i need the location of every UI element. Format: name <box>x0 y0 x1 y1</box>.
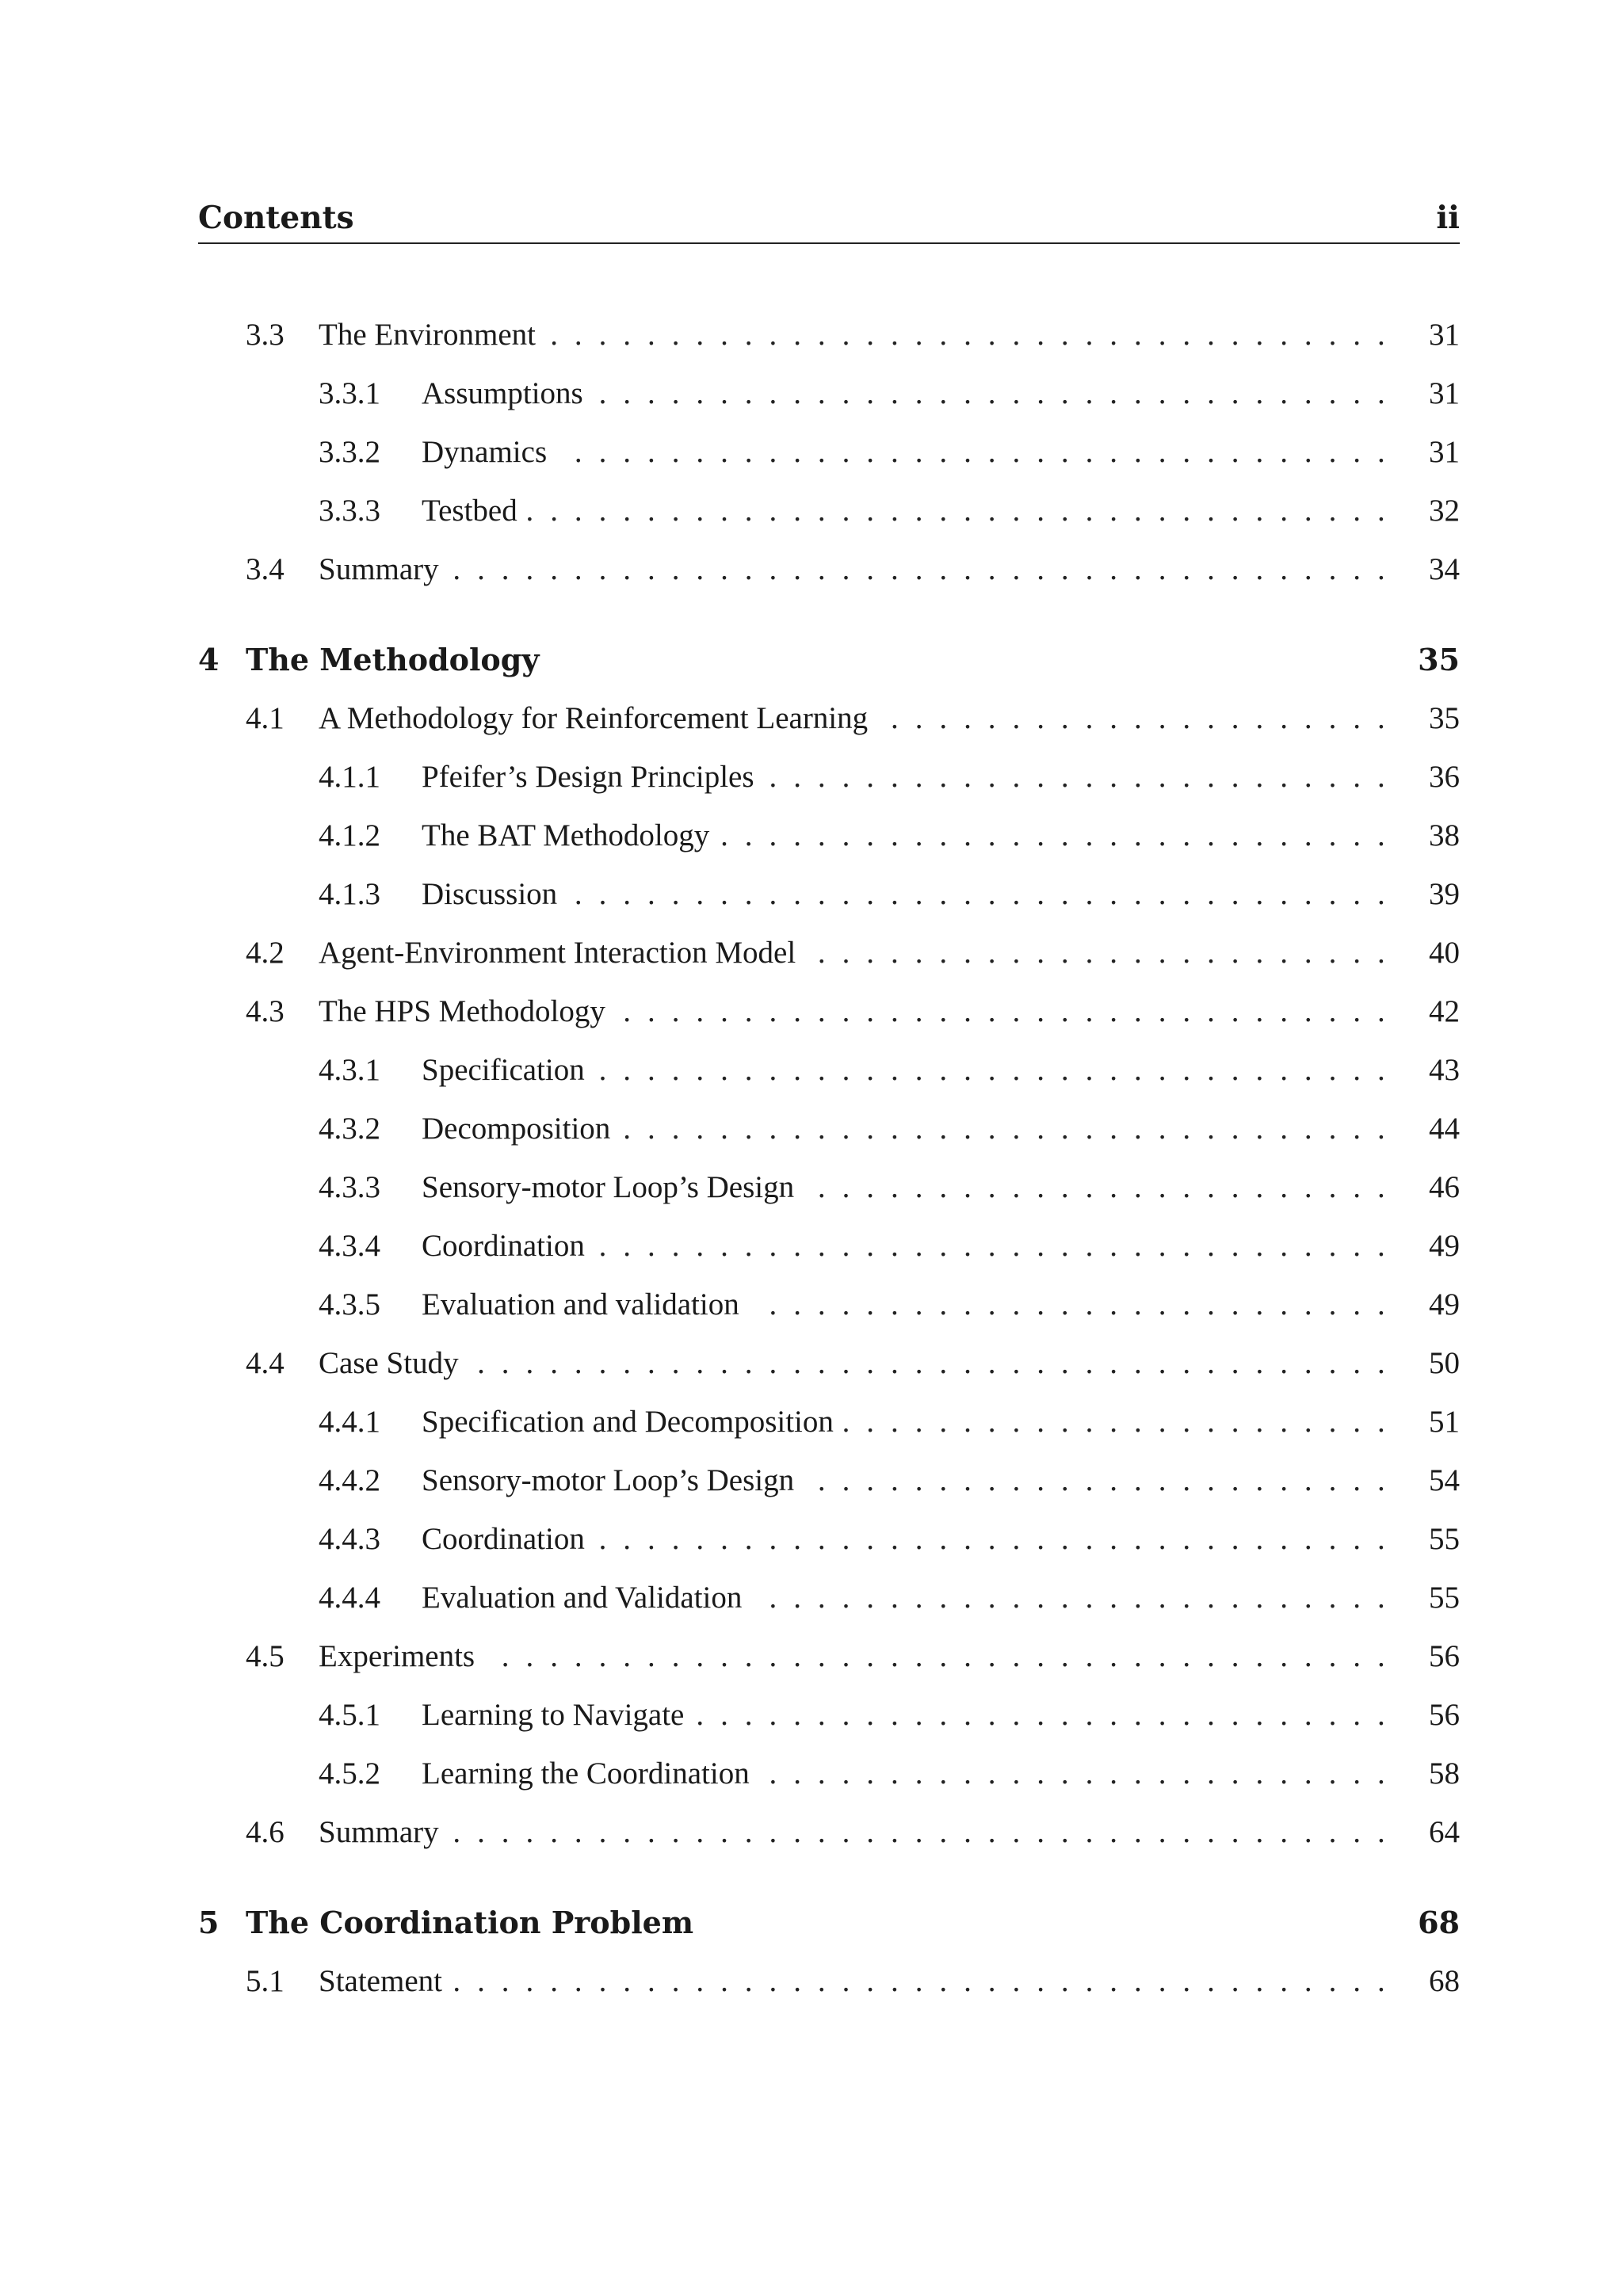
toc-entry-title: Sensory-motor Loop’s Design <box>422 1463 795 1497</box>
toc-subsection-entry[interactable]: 3.3.2 Dynamics . . . . . . . . . . . . . . . . . . . . . . . . . . . . . . . . . . 31 <box>0 433 1623 472</box>
toc-entry-page-number: 49 <box>1429 1287 1460 1322</box>
toc-entry-title: Agent-Environment Interaction Model <box>319 936 796 970</box>
toc-entry-number: 4.3.2 <box>319 1112 380 1146</box>
toc-entry-number: 4.4 <box>246 1346 285 1380</box>
toc-entry-number: 4.3.5 <box>319 1287 380 1322</box>
toc-section-entry[interactable]: 3.3 The Environment . . . . . . . . . . . . . . . . . . . . . . . . . . . . . . . . . . . 31 <box>0 315 1623 355</box>
toc-entry-title: The Environment <box>319 318 537 352</box>
toc-section-entry[interactable]: 4.4 Case Study . . . . . . . . . . . . . . . . . . . . . . . . . . . . . . . . . . . . . . 50 <box>0 1344 1623 1383</box>
toc-entry-title: Coordination <box>422 1522 585 1556</box>
toc-subsection-entry[interactable]: 4.3.5 Evaluation and validation . . . . . . . . . . . . . . . . . . . . . . . . . . 49 <box>0 1285 1623 1325</box>
toc-entry-page-number: 31 <box>1429 435 1460 469</box>
toc-entry-number: 4.5.1 <box>319 1698 380 1732</box>
running-header-page-number: ii <box>1436 200 1460 236</box>
toc-entry-title: Decomposition <box>422 1112 611 1146</box>
toc-subsection-entry[interactable]: 4.3.3 Sensory-motor Loop’s Design . . . . . . . . . . . . . . . . . . . . . . . . 46 <box>0 1168 1623 1207</box>
toc-entry-page-number: 64 <box>1429 1815 1460 1849</box>
toc-entry-title: Dynamics <box>422 435 548 469</box>
toc-chapter-entry[interactable] <box>0 640 1623 680</box>
toc-subsection-entry[interactable]: 4.1.3 Discussion . . . . . . . . . . . . . . . . . . . . . . . . . . . . . . . . . . 39 <box>0 875 1623 914</box>
toc-entry-number: 4.5.2 <box>319 1756 380 1791</box>
toc-entry-number: 5 <box>198 1905 220 1940</box>
toc-entry-title: Learning the Coordination <box>422 1756 750 1791</box>
toc-section-entry[interactable]: 4.3 The HPS Methodology . . . . . . . . . . . . . . . . . . . . . . . . . . . . . . . . 42 <box>0 992 1623 1032</box>
toc-subsection-entry[interactable]: 3.3.3 Testbed . . . . . . . . . . . . . . . . . . . . . . . . . . . . . . . . . . . . 32 <box>0 491 1623 531</box>
toc-subsection-entry[interactable]: 4.4.2 Sensory-motor Loop’s Design . . . . . . . . . . . . . . . . . . . . . . . . 54 <box>0 1461 1623 1501</box>
toc-entry-page-number: 49 <box>1429 1229 1460 1263</box>
running-header-title: Contents <box>198 200 354 236</box>
toc-entry-page-number: 56 <box>1429 1639 1460 1673</box>
toc-entry-page-number: 31 <box>1429 318 1460 352</box>
toc-subsection-entry[interactable]: 4.3.4 Coordination . . . . . . . . . . . . . . . . . . . . . . . . . . . . . . . . . 49 <box>0 1226 1623 1266</box>
toc-entry-title: Specification and Decomposition <box>422 1405 834 1439</box>
toc-entry-title: The HPS Methodology <box>319 994 605 1028</box>
toc-entry-page-number: 35 <box>1418 642 1460 677</box>
toc-entry-title: Pfeifer’s Design Principles <box>422 760 754 794</box>
toc-subsection-entry[interactable]: 4.4.1 Specification and Decomposition . . . . . . . . . . . . . . . . . . . . . . . 51 <box>0 1402 1623 1442</box>
toc-section-entry[interactable]: 4.5 Experiments . . . . . . . . . . . . . . . . . . . . . . . . . . . . . . . . . . . . . 56 <box>0 1637 1623 1676</box>
toc-chapter-entry[interactable] <box>0 1903 1623 1943</box>
toc-entry-page-number: 46 <box>1429 1170 1460 1204</box>
toc-entry-page-number: 40 <box>1429 936 1460 970</box>
toc-section-entry[interactable]: 5.1 Statement . . . . . . . . . . . . . . . . . . . . . . . . . . . . . . . . . . . . . . . 68 <box>0 1962 1623 2001</box>
toc-entry-number: 5.1 <box>246 1964 285 1998</box>
toc-entry-title: Discussion <box>422 877 558 911</box>
toc-entry-number: 3.3 <box>246 318 285 352</box>
toc-section-entry[interactable]: 4.6 Summary . . . . . . . . . . . . . . . . . . . . . . . . . . . . . . . . . . . . . . . 64 <box>0 1813 1623 1852</box>
toc-entry-page-number: 50 <box>1429 1346 1460 1380</box>
toc-entry-title: Summary <box>319 552 439 586</box>
toc-entry-page-number: 38 <box>1429 818 1460 852</box>
toc-entry-number: 4.3.1 <box>319 1053 380 1087</box>
toc-entry-title: The Coordination Problem <box>246 1905 694 1940</box>
toc-entry-number: 4.1 <box>246 701 285 735</box>
toc-subsection-entry[interactable]: 4.3.2 Decomposition . . . . . . . . . . . . . . . . . . . . . . . . . . . . . . . . 44 <box>0 1109 1623 1149</box>
toc-entry-title: Summary <box>319 1815 439 1849</box>
toc-entry-number: 4.3.4 <box>319 1229 380 1263</box>
toc-entry-title: Learning to Navigate <box>422 1698 685 1732</box>
toc-entry-page-number: 68 <box>1429 1964 1460 1998</box>
toc-section-entry[interactable]: 4.2 Agent-Environment Interaction Model . . . . . . . . . . . . . . . . . . . . . . . . 40 <box>0 933 1623 973</box>
toc-entry-page-number: 55 <box>1429 1522 1460 1556</box>
toc-entry-number: 4.4.1 <box>319 1405 380 1439</box>
toc-entry-page-number: 56 <box>1429 1698 1460 1732</box>
toc-section-entry[interactable]: 3.4 Summary . . . . . . . . . . . . . . . . . . . . . . . . . . . . . . . . . . . . . . . 34 <box>0 550 1623 589</box>
toc-entry-page-number: 42 <box>1429 994 1460 1028</box>
toc-entry-page-number: 68 <box>1418 1905 1460 1940</box>
toc-entry-page-number: 43 <box>1429 1053 1460 1087</box>
toc-entry-title: Specification <box>422 1053 585 1087</box>
toc-entry-number: 4.4.4 <box>319 1581 380 1615</box>
toc-entry-title: Testbed <box>422 494 517 528</box>
toc-subsection-entry[interactable]: 4.5.2 Learning the Coordination . . . . . . . . . . . . . . . . . . . . . . . . . . 58 <box>0 1754 1623 1794</box>
toc-entry-number: 3.3.1 <box>319 376 380 410</box>
toc-entry-number: 3.3.3 <box>319 494 380 528</box>
toc-section-entry[interactable]: 4.1 A Methodology for Reinforcement Learning . . . . . . . . . . . . . . . . . . . . . 35 <box>0 699 1623 738</box>
toc-entry-title: The BAT Methodology <box>422 818 710 852</box>
toc-entry-number: 4.3 <box>246 994 285 1028</box>
toc-entry-number: 4.6 <box>246 1815 285 1849</box>
toc-entry-number: 4.3.3 <box>319 1170 380 1204</box>
toc-entry-title: Evaluation and validation <box>422 1287 739 1322</box>
toc-entry-title: Assumptions <box>422 376 583 410</box>
toc-entry-title: Case Study <box>319 1346 459 1380</box>
toc-entry-page-number: 58 <box>1429 1756 1460 1791</box>
toc-entry-title: A Methodology for Reinforcement Learning <box>319 701 869 735</box>
toc-entry-number: 3.3.2 <box>319 435 380 469</box>
toc-entry-title: The Methodology <box>246 642 540 677</box>
toc-entry-number: 4.4.2 <box>319 1463 380 1497</box>
toc-entry-number: 4.1.2 <box>319 818 380 852</box>
toc-subsection-entry[interactable]: 4.4.3 Coordination . . . . . . . . . . . . . . . . . . . . . . . . . . . . . . . . . 55 <box>0 1520 1623 1559</box>
toc-entry-number: 4.4.3 <box>319 1522 380 1556</box>
toc-entry-page-number: 36 <box>1429 760 1460 794</box>
toc-entry-page-number: 39 <box>1429 877 1460 911</box>
toc-entry-number: 4.2 <box>246 936 285 970</box>
toc-entry-title: Coordination <box>422 1229 585 1263</box>
toc-subsection-entry[interactable]: 4.1.1 Pfeifer’s Design Principles . . . . . . . . . . . . . . . . . . . . . . . . . . 36 <box>0 757 1623 797</box>
toc-entry-page-number: 51 <box>1429 1405 1460 1439</box>
toc-entry-title: Experiments <box>319 1639 475 1673</box>
toc-entry-page-number: 31 <box>1429 376 1460 410</box>
toc-entry-number: 4 <box>198 642 220 677</box>
toc-entry-number: 4.5 <box>246 1639 285 1673</box>
toc-entry-page-number: 32 <box>1429 494 1460 528</box>
toc-entry-number: 4.1.3 <box>319 877 380 911</box>
toc-subsection-entry[interactable]: 3.3.1 Assumptions . . . . . . . . . . . . . . . . . . . . . . . . . . . . . . . . . 31 <box>0 374 1623 414</box>
toc-entry-number: 3.4 <box>246 552 285 586</box>
toc-subsection-entry[interactable]: 4.1.2 The BAT Methodology . . . . . . . . . . . . . . . . . . . . . . . . . . . . 38 <box>0 816 1623 856</box>
toc-entry-page-number: 54 <box>1429 1463 1460 1497</box>
toc-entry-number: 4.1.1 <box>319 760 380 794</box>
toc-subsection-entry[interactable]: 4.4.4 Evaluation and Validation . . . . . . . . . . . . . . . . . . . . . . . . . . 55 <box>0 1578 1623 1618</box>
toc-entry-title: Sensory-motor Loop’s Design <box>422 1170 795 1204</box>
toc-entry-page-number: 34 <box>1429 552 1460 586</box>
toc-entry-page-number: 35 <box>1429 701 1460 735</box>
toc-entry-title: Statement <box>319 1964 442 1998</box>
toc-subsection-entry[interactable]: 4.3.1 Specification . . . . . . . . . . . . . . . . . . . . . . . . . . . . . . . . . 43 <box>0 1051 1623 1090</box>
toc-entry-page-number: 44 <box>1429 1112 1460 1146</box>
toc-entry-title: Evaluation and Validation <box>422 1581 743 1615</box>
toc-entry-page-number: 55 <box>1429 1581 1460 1615</box>
toc-subsection-entry[interactable]: 4.5.1 Learning to Navigate . . . . . . . . . . . . . . . . . . . . . . . . . . . . . 56 <box>0 1695 1623 1735</box>
